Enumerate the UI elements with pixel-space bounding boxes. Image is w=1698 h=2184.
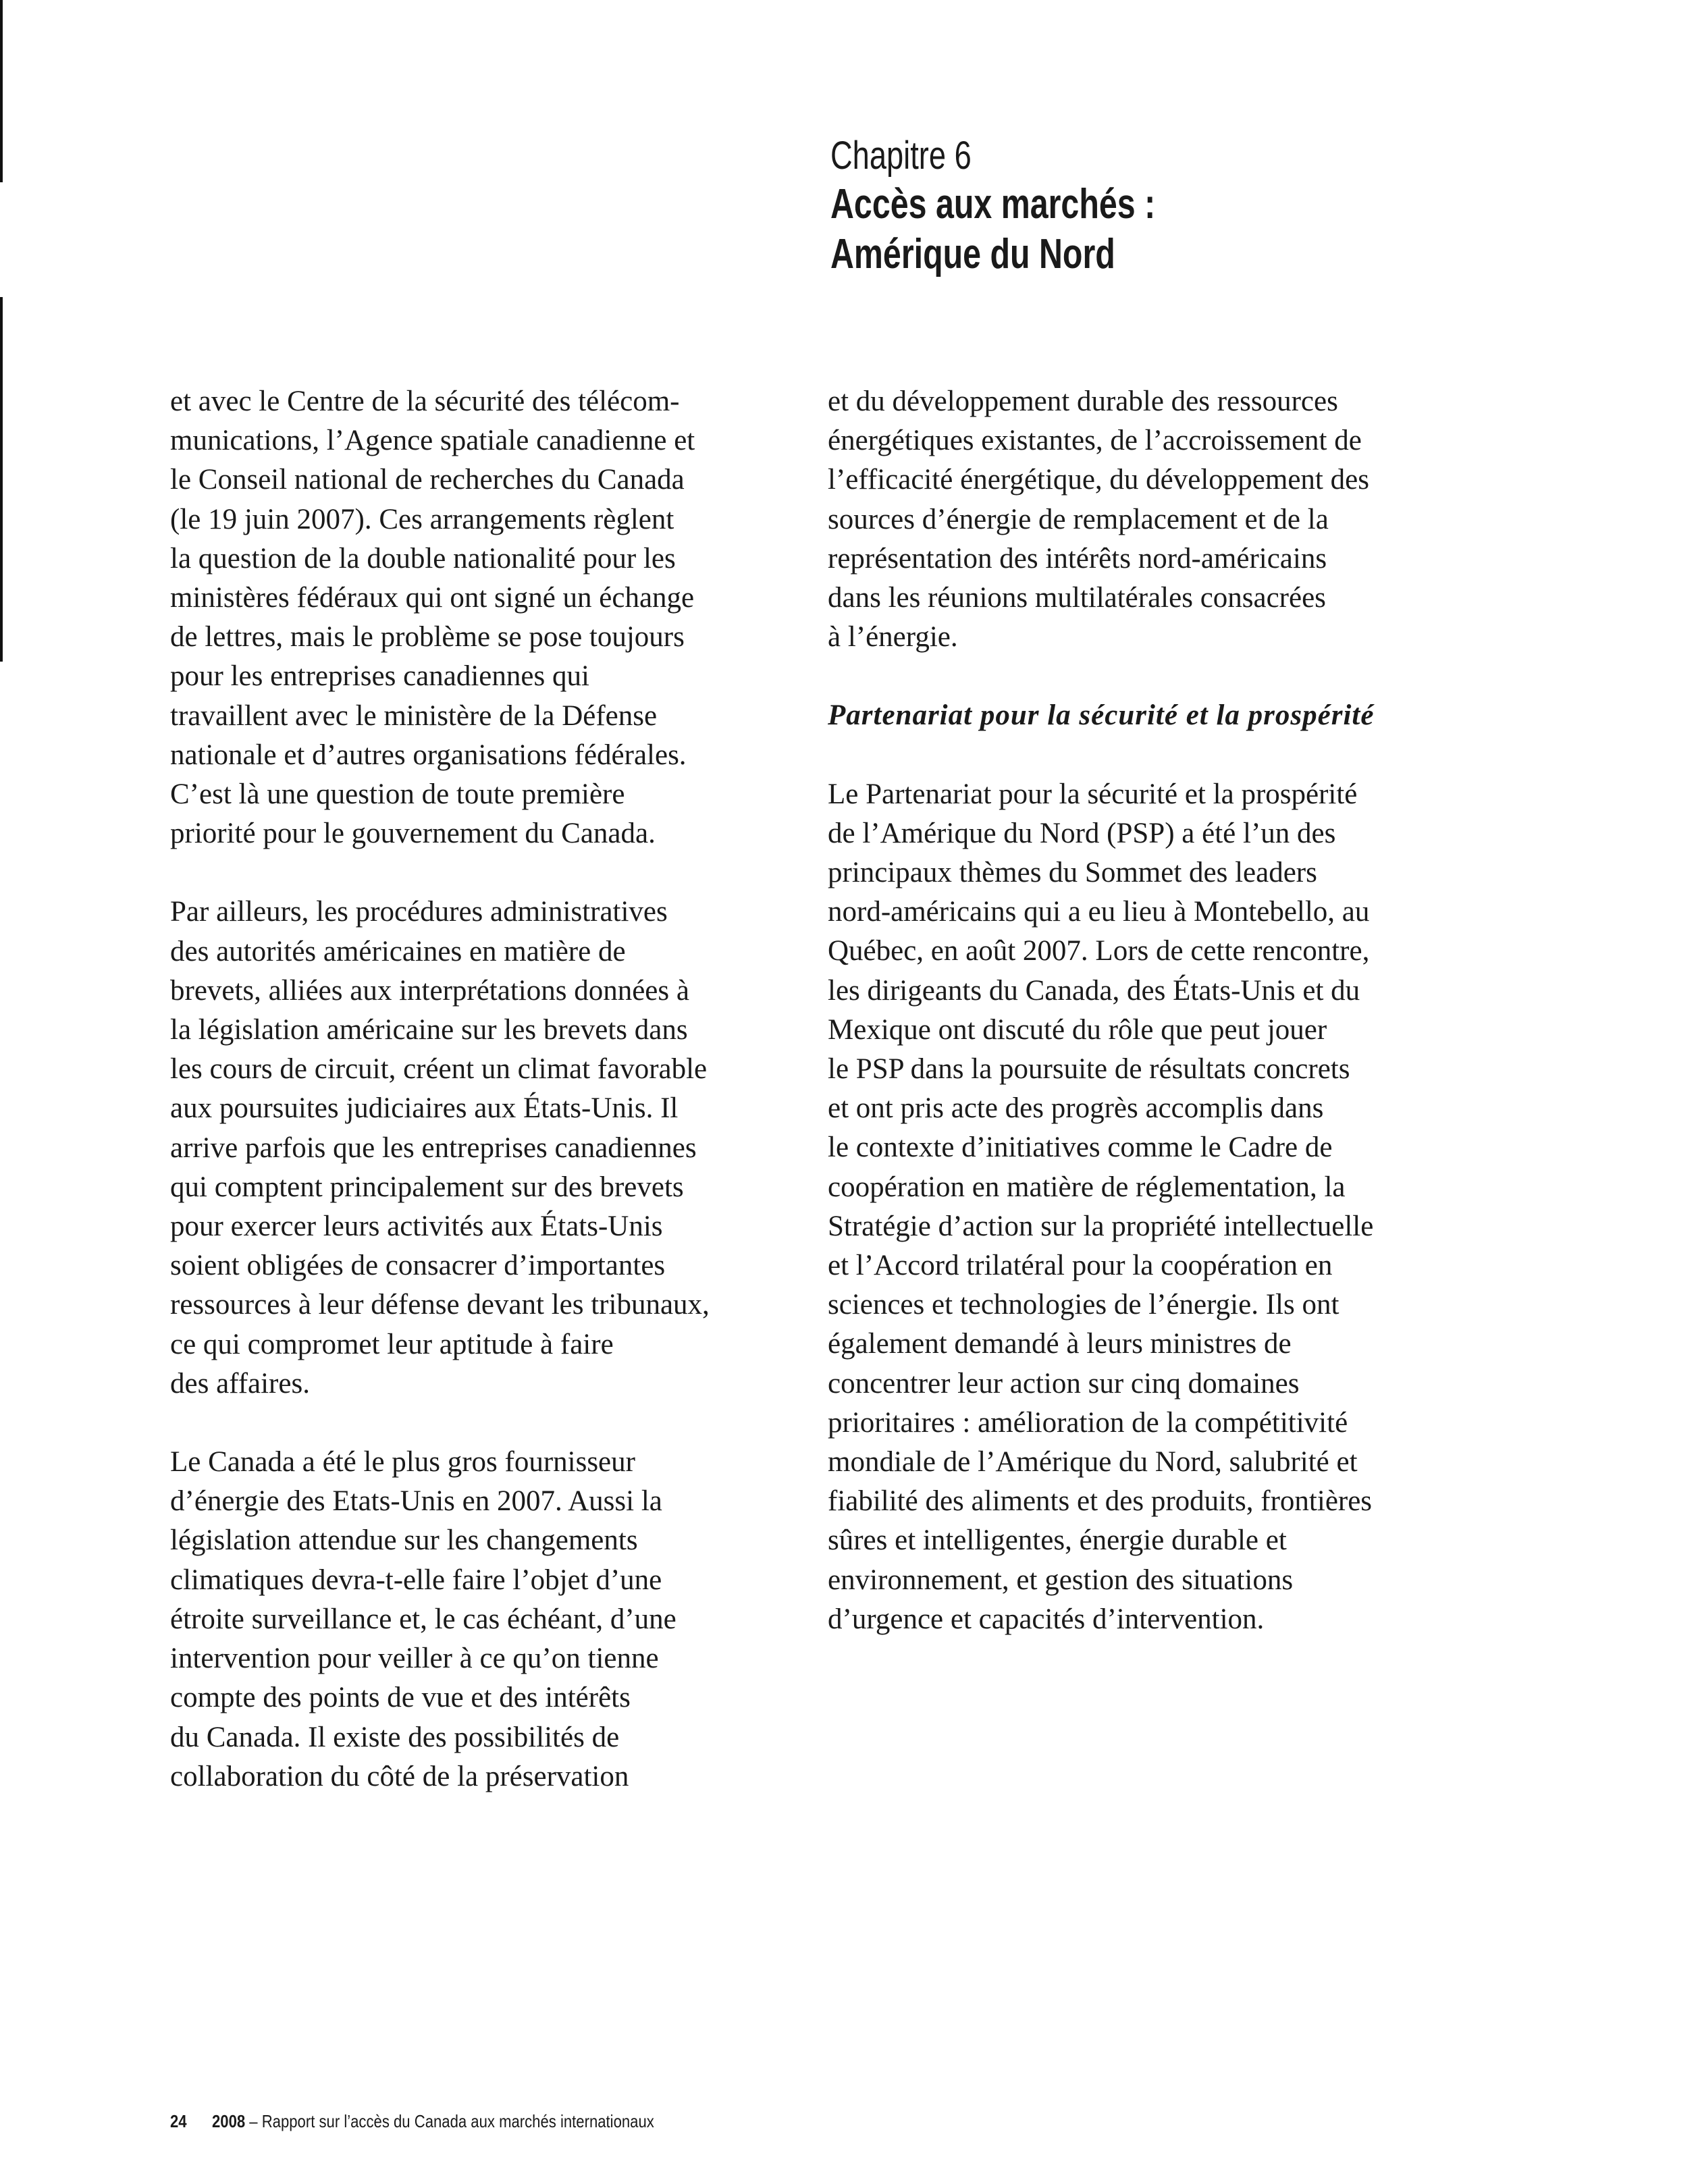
left-column bbox=[170, 382, 791, 1796]
text-line: munications, l’Agence spatiale canadienne et bbox=[170, 425, 695, 457]
text-line: sciences et technologies de l’énergie. Ils ont bbox=[828, 1289, 1339, 1321]
footer-title: – Rapport sur l’accès du Canada aux marchés internationaux bbox=[245, 2111, 654, 2131]
text-line: d’urgence et capacités d’intervention. bbox=[828, 1603, 1265, 1635]
text-line: et ont pris acte des progrès accomplis dans bbox=[828, 1092, 1324, 1125]
paragraph-spacer bbox=[828, 736, 1449, 775]
scan-edge-mark-bottom bbox=[0, 297, 3, 662]
text-line: principaux thèmes du Sommet des leaders bbox=[828, 857, 1317, 889]
text-line: et avec le Centre de la sécurité des télécom- bbox=[170, 385, 680, 417]
text-line: (le 19 juin 2007). Ces arrangements règlent bbox=[170, 503, 674, 535]
page-footer bbox=[170, 2111, 654, 2132]
text-line: l’efficacité énergétique, du développement des bbox=[828, 464, 1369, 496]
scan-edge-mark-top bbox=[0, 0, 3, 182]
footer-year: 2008 bbox=[211, 2111, 246, 2131]
right-column bbox=[828, 382, 1449, 1639]
text-line: arrive parfois que les entreprises canadiennes bbox=[170, 1131, 697, 1164]
text-line: concentrer leur action sur cinq domaines bbox=[828, 1367, 1300, 1400]
text-line: et du développement durable des ressources bbox=[828, 385, 1338, 417]
text-line: compte des points de vue et des intérêts bbox=[170, 1682, 631, 1714]
section-subheading: Partenariat pour la sécurité et la prospérité bbox=[828, 699, 1375, 732]
text-line: des autorités américaines en matière de bbox=[170, 935, 626, 967]
text-line: les cours de circuit, créent un climat favorable bbox=[170, 1053, 708, 1086]
text-line: étroite surveillance et, le cas échéant, d’une bbox=[170, 1603, 676, 1635]
paragraph-spacer bbox=[170, 853, 791, 893]
text-line: des affaires. bbox=[170, 1367, 310, 1400]
chapter-header bbox=[830, 132, 1573, 279]
text-line: nord-américains qui a eu lieu à Montebello, au bbox=[828, 896, 1370, 928]
text-line: législation attendue sur les changements bbox=[170, 1524, 638, 1557]
chapter-title-line: Accès aux marchés : bbox=[830, 181, 1156, 228]
text-line: la question de la double nationalité pour les bbox=[170, 542, 676, 575]
text-line: nationale et d’autres organisations fédérales. bbox=[170, 739, 687, 771]
paragraph-spacer bbox=[828, 657, 1449, 696]
chapter-title bbox=[830, 180, 1410, 279]
text-line: ministères fédéraux qui ont signé un échange bbox=[170, 582, 695, 614]
text-line: et l’Accord trilatéral pour la coopération en bbox=[828, 1250, 1333, 1282]
text-line: pour les entreprises canadiennes qui bbox=[170, 660, 589, 693]
text-line: sûres et intelligentes, énergie durable et bbox=[828, 1524, 1287, 1557]
text-line: collaboration du côté de la préservation bbox=[170, 1760, 629, 1792]
text-line: Par ailleurs, les procédures administratives bbox=[170, 896, 668, 928]
text-line: environnement, et gestion des situations bbox=[828, 1564, 1294, 1596]
text-line: Le Canada a été le plus gros fournisseur bbox=[170, 1446, 635, 1479]
text-line: coopération en matière de réglementation, la bbox=[828, 1171, 1346, 1203]
text-line: brevets, alliées aux interprétations données à bbox=[170, 974, 689, 1007]
text-line: d’énergie des Etats-Unis en 2007. Aussi la bbox=[170, 1485, 662, 1518]
text-line: le Conseil national de recherches du Canada bbox=[170, 464, 685, 496]
text-line: le contexte d’initiatives comme le Cadre de bbox=[828, 1131, 1333, 1164]
text-line: Stratégie d’action sur la propriété intellectuelle bbox=[828, 1210, 1374, 1242]
text-line: priorité pour le gouvernement du Canada. bbox=[170, 818, 656, 850]
text-line: climatiques devra-t-elle faire l’objet d’une bbox=[170, 1564, 662, 1596]
text-line: sources d’énergie de remplacement et de la bbox=[828, 503, 1329, 535]
text-line: prioritaires : amélioration de la compétitivité bbox=[828, 1406, 1348, 1439]
chapter-label: Chapitre 6 bbox=[830, 134, 972, 178]
text-line: C’est là une question de toute première bbox=[170, 778, 625, 811]
text-line: le PSP dans la poursuite de résultats concrets bbox=[828, 1053, 1350, 1086]
page-number: 24 bbox=[170, 2111, 187, 2131]
paragraph-patents bbox=[170, 893, 791, 1404]
text-line: dans les réunions multilatérales consacrées bbox=[828, 582, 1326, 614]
text-line: ce qui compromet leur aptitude à faire bbox=[170, 1328, 614, 1360]
text-line: travaillent avec le ministère de la Défense bbox=[170, 699, 658, 732]
text-line: la législation américaine sur les brevets dans bbox=[170, 1014, 688, 1046]
paragraph-spacer bbox=[170, 1404, 791, 1443]
text-line: également demandé à leurs ministres de bbox=[828, 1328, 1292, 1360]
text-line: qui comptent principalement sur des brevets bbox=[170, 1171, 684, 1203]
text-line: pour exercer leurs activités aux États-Unis bbox=[170, 1210, 663, 1243]
text-line: représentation des intérêts nord-américains bbox=[828, 542, 1327, 575]
text-line: intervention pour veiller à ce qu’on tienne bbox=[170, 1643, 659, 1675]
chapter-title-line: Amérique du Nord bbox=[830, 231, 1115, 277]
text-line: aux poursuites judiciaires aux États-Unis. Il bbox=[170, 1092, 679, 1125]
paragraph-energy bbox=[170, 1443, 791, 1796]
text-line: fiabilité des aliments et des produits, frontières bbox=[828, 1485, 1373, 1518]
paragraph-energy-continued bbox=[828, 382, 1449, 657]
paragraph-security-clearance bbox=[170, 382, 791, 853]
text-line: Le Partenariat pour la sécurité et la prospérité bbox=[828, 778, 1358, 810]
text-line: les dirigeants du Canada, des États-Unis et du bbox=[828, 974, 1360, 1007]
text-line: énergétiques existantes, de l’accroissement de bbox=[828, 425, 1362, 457]
paragraph-psp bbox=[828, 775, 1449, 1639]
text-line: de lettres, mais le problème se pose toujours bbox=[170, 621, 685, 654]
text-line: de l’Amérique du Nord (PSP) a été l’un des bbox=[828, 817, 1336, 849]
text-line: ressources à leur défense devant les tribunaux, bbox=[170, 1289, 710, 1321]
text-line: Québec, en août 2007. Lors de cette rencontre, bbox=[828, 935, 1370, 967]
text-line: du Canada. Il existe des possibilités de bbox=[170, 1721, 620, 1753]
text-line: à l’énergie. bbox=[828, 621, 958, 654]
text-line: mondiale de l’Amérique du Nord, salubrité et bbox=[828, 1446, 1358, 1479]
text-line: Mexique ont discuté du rôle que peut jouer bbox=[828, 1013, 1327, 1046]
text-line: soient obligées de consacrer d’importantes bbox=[170, 1250, 666, 1282]
